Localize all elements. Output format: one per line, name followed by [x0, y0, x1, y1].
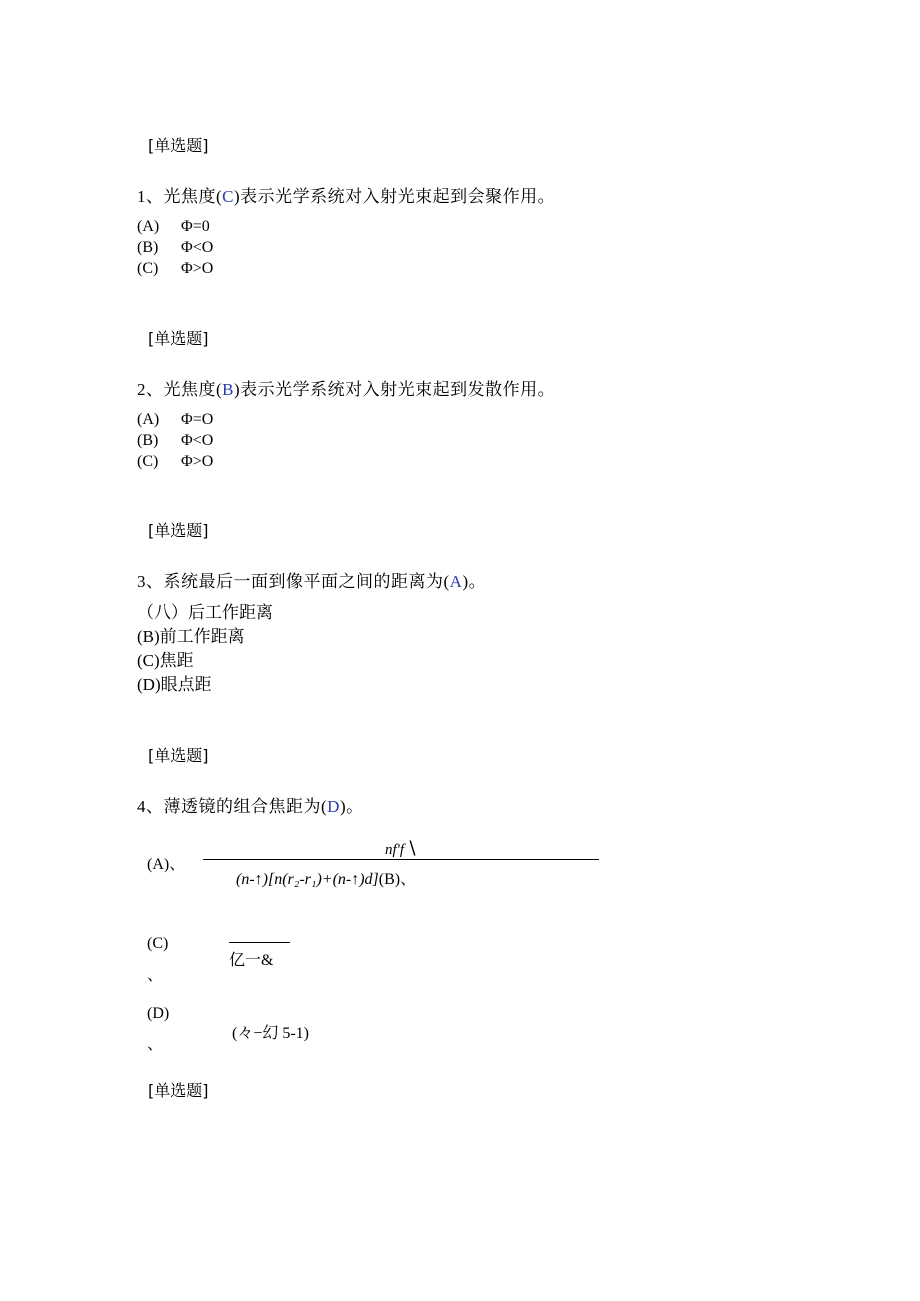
numerator-text: nf'f: [385, 842, 405, 858]
option-formula: (々−幻 5-1): [232, 1025, 310, 1042]
option-label: (C): [137, 453, 159, 470]
option-label: (B): [137, 432, 159, 449]
option-item: (D)眼点距: [137, 675, 212, 694]
stem-text-before: 薄透镜的组合焦距为(: [163, 797, 328, 816]
option-label: (D): [147, 1005, 170, 1022]
stem-text-after: )。: [462, 572, 487, 591]
question-number: 4、: [137, 797, 164, 816]
numerator-mark: ∖: [406, 838, 418, 858]
answer-letter: C: [222, 187, 235, 206]
stem-text-after: )表示光学系统对入射光束起到发散作用。: [234, 380, 556, 399]
answer-letter: B: [222, 380, 235, 399]
question-type-tag: [单选题]: [148, 521, 209, 540]
option-list: [137, 409, 213, 472]
option-list: [137, 601, 273, 697]
option-text: Φ>O: [181, 453, 214, 470]
question-stem: [137, 182, 555, 207]
question-stem: [137, 375, 555, 400]
option-text: Φ=0: [181, 218, 210, 235]
option-label: (A)、: [147, 856, 186, 873]
formula-denominator-line: [236, 866, 416, 889]
question-type-tag: [单选题]: [148, 136, 209, 155]
question-number: 2、: [137, 380, 164, 399]
question-type-tag: [单选题]: [148, 746, 209, 765]
option-label: (C): [137, 260, 159, 277]
fraction-bar: [203, 859, 599, 860]
stem-text-after: )表示光学系统对入射光束起到会聚作用。: [234, 187, 556, 206]
formula-denominator: (n-↑)[n(r₂-r₁)+(n-↑)d]: [236, 871, 379, 888]
option-item: [137, 451, 213, 472]
option-item: (C)焦距: [137, 651, 194, 670]
stem-text-after: )。: [339, 797, 364, 816]
option-item: [137, 409, 213, 430]
option-label: (A): [137, 411, 160, 428]
option-item: （八）后工作距离: [137, 603, 273, 622]
stem-text-before: 光焦度(: [163, 380, 223, 399]
option-list: [137, 216, 213, 279]
option-text: Φ<O: [181, 239, 214, 256]
option-text: Φ>O: [181, 260, 214, 277]
option-text: Φ<O: [181, 432, 214, 449]
stem-text-before: 系统最后一面到像平面之间的距离为(: [163, 572, 450, 591]
question-type-tag: [单选题]: [148, 1081, 209, 1100]
option-label: (C): [147, 935, 169, 952]
question-stem: [137, 792, 364, 817]
option-item: (B)前工作距离: [137, 627, 245, 646]
option-item: [137, 430, 213, 451]
option-label: (A): [137, 218, 160, 235]
stem-text-before: 光焦度(: [163, 187, 223, 206]
answer-letter: A: [449, 572, 463, 591]
option-label-suffix: 、: [147, 967, 164, 984]
option-text: Φ=O: [181, 411, 214, 428]
fraction-bar: [229, 942, 290, 943]
question-number: 1、: [137, 187, 164, 206]
question-number: 3、: [137, 572, 164, 591]
answer-letter: D: [327, 797, 340, 816]
option-item: [137, 237, 213, 258]
question-stem: [137, 567, 486, 592]
option-item: [137, 216, 213, 237]
option-label-suffix: 、: [147, 1036, 164, 1053]
option-formula: 亿一&: [229, 952, 274, 969]
option-label: (B)、: [378, 871, 417, 888]
option-item: [137, 258, 213, 279]
option-label: (B): [137, 239, 159, 256]
question-type-tag: [单选题]: [148, 329, 209, 348]
formula-numerator: [385, 838, 418, 859]
